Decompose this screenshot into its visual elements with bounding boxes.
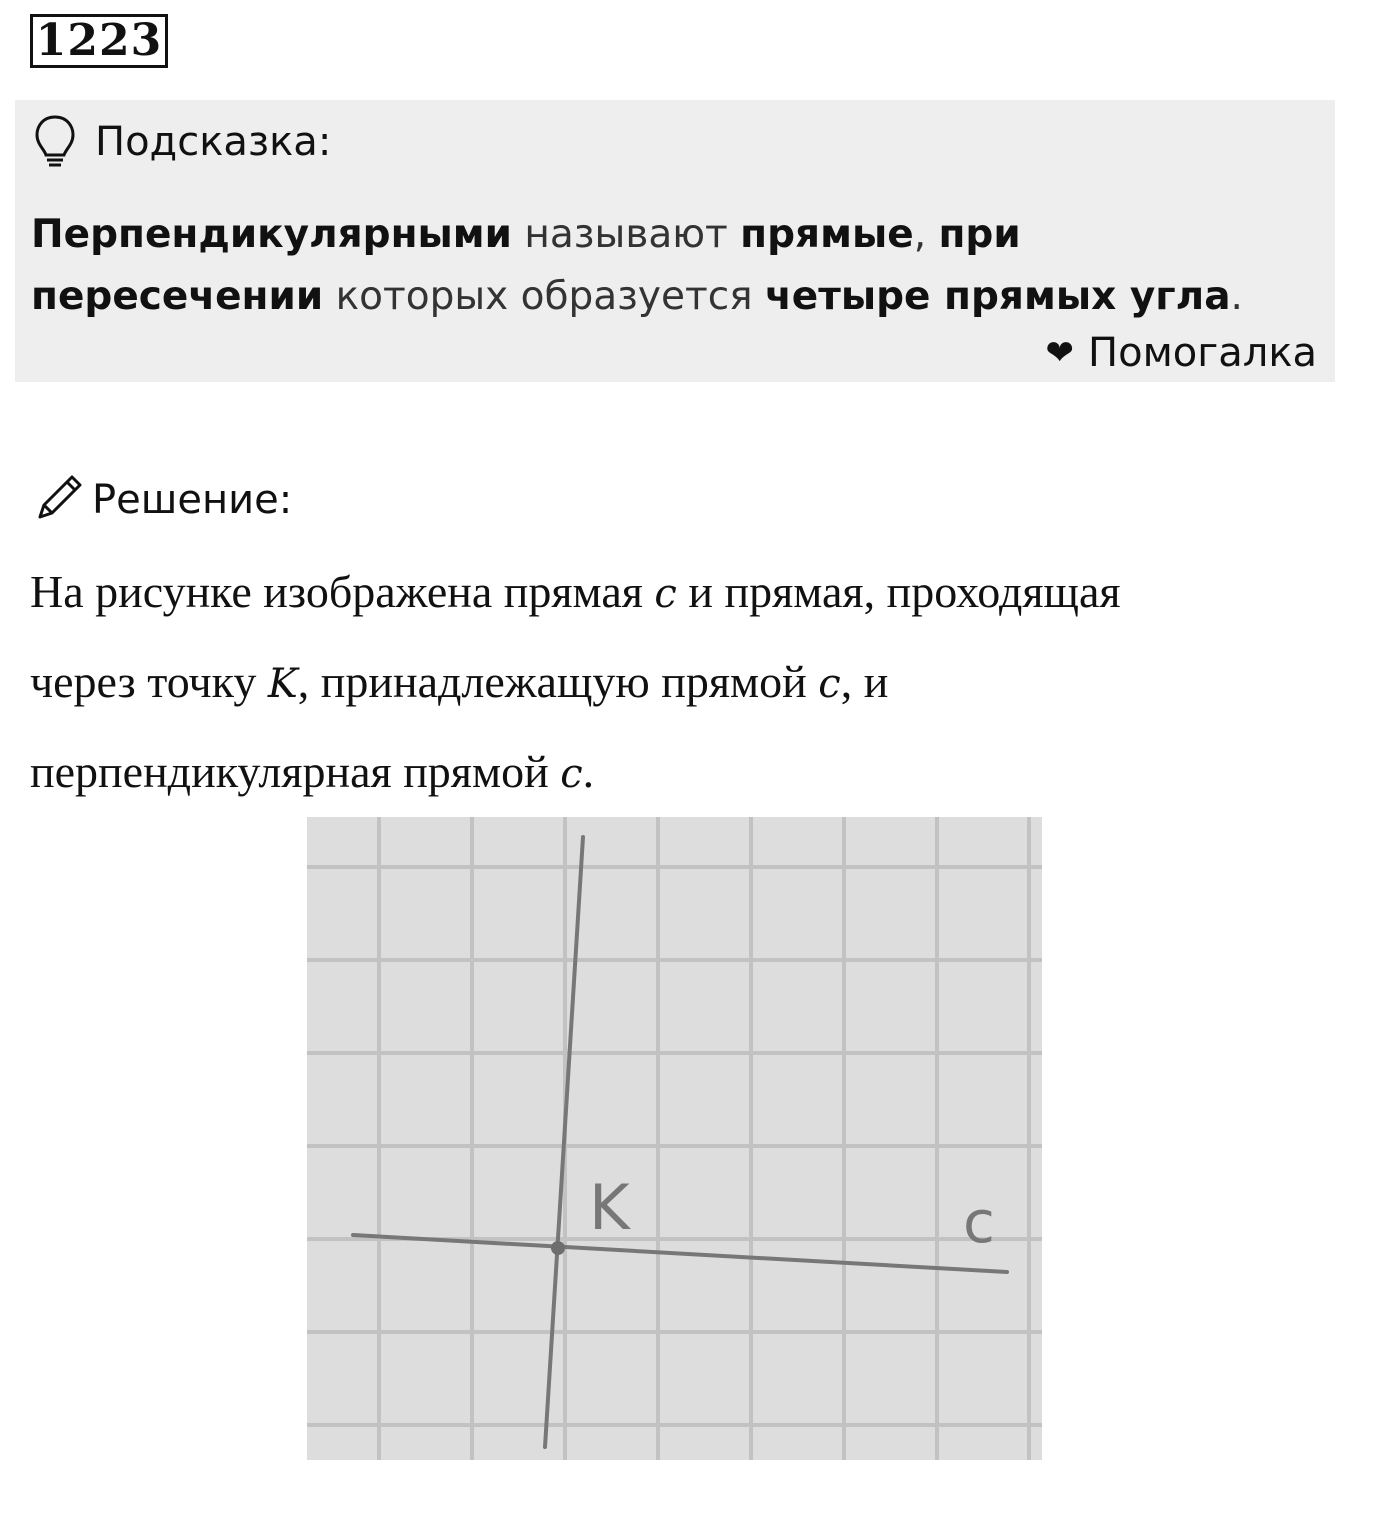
text-run: , принадлежащую прямой — [297, 656, 819, 707]
math-variable: c — [818, 661, 841, 707]
hint-text-part: . — [1230, 274, 1243, 319]
hint-text-part: называют — [512, 212, 741, 257]
lightbulb-icon — [33, 113, 77, 171]
hint-term: прямые — [740, 212, 914, 257]
text-run: , и — [840, 656, 889, 707]
hint-term: Перпендикулярными — [31, 212, 513, 257]
hint-term: при пересечении — [31, 212, 1021, 319]
text-run: и прямая, проходящая — [676, 566, 1121, 617]
solution-line — [30, 638, 1350, 728]
pencil-icon — [32, 471, 86, 530]
math-variable: c — [654, 571, 677, 617]
hint-header — [33, 112, 331, 172]
solution-header — [32, 470, 292, 530]
hint-text-part: которых образуется — [323, 274, 765, 319]
solution-title: Решение: — [92, 477, 293, 523]
point-k — [551, 1241, 565, 1255]
credit-label: Помогалка — [1088, 330, 1317, 376]
hint-text-part: , — [913, 212, 939, 257]
task-number: 1223 — [30, 14, 168, 68]
label-c: c — [963, 1188, 995, 1256]
heart-icon: ❤ — [1045, 333, 1075, 373]
text-run: . — [582, 746, 595, 797]
math-variable: c — [560, 751, 583, 797]
credit — [1046, 326, 1317, 380]
text-run: На рисунке изображена прямая — [30, 566, 655, 617]
drawing-photo — [307, 817, 1042, 1460]
hint-term: четыре прямых угла — [765, 274, 1231, 319]
solution-line — [30, 728, 1350, 818]
label-k: K — [589, 1171, 630, 1244]
solution-text — [30, 548, 1350, 818]
hint-box — [15, 100, 1335, 382]
hint-text — [31, 204, 1321, 328]
text-run: через точку — [30, 656, 268, 707]
text-run: перпендикулярная прямой — [30, 746, 561, 797]
math-variable: K — [267, 661, 298, 707]
hint-title: Подсказка: — [95, 119, 332, 165]
solution-line — [30, 548, 1350, 638]
